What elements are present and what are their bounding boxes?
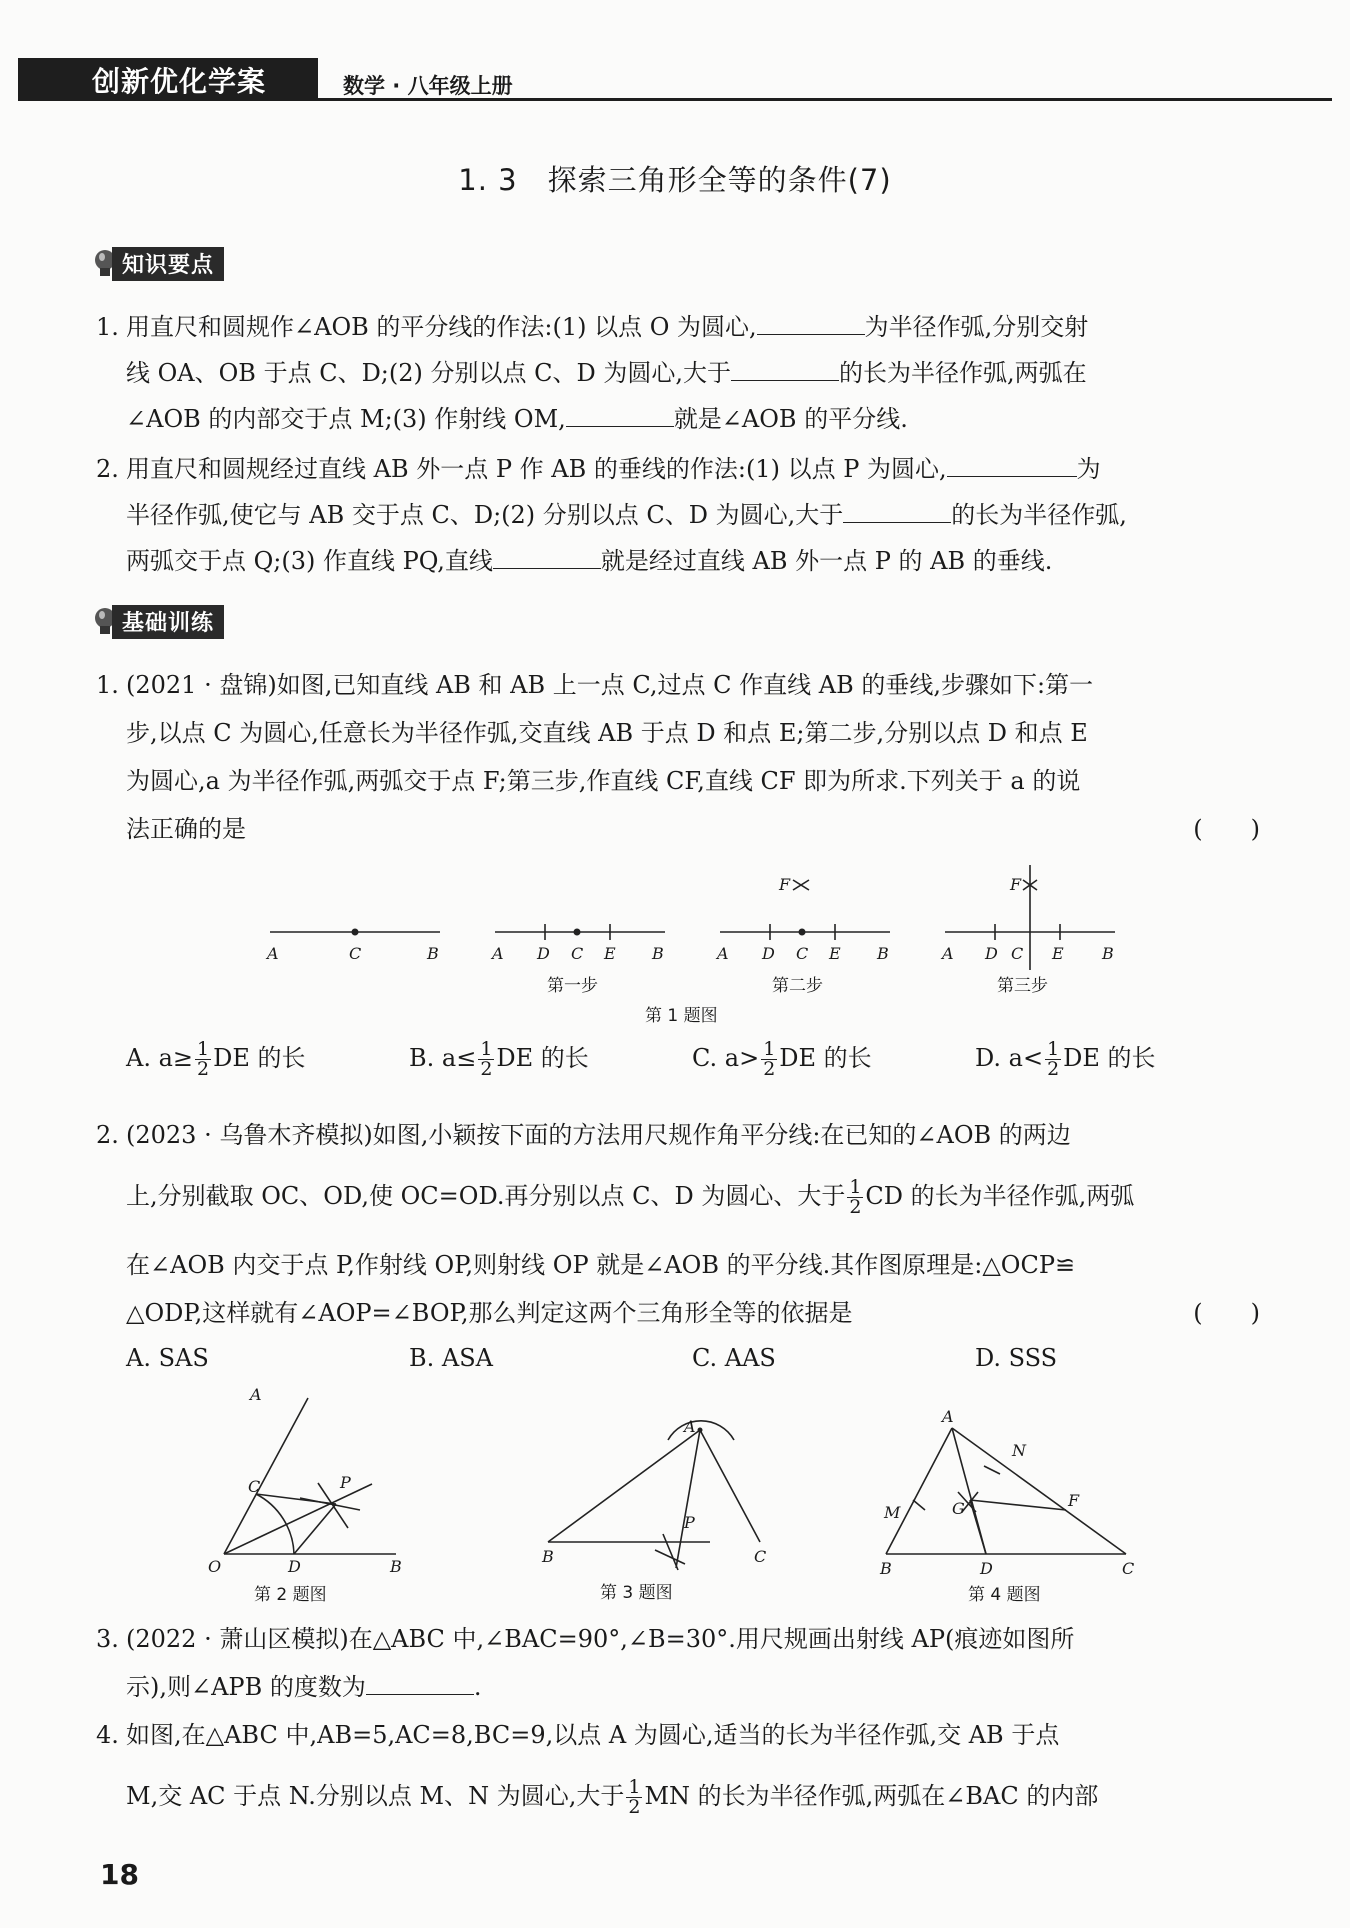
basic-q2-line3: 在∠AOB 内交于点 P,作射线 OP,则射线 OP 就是∠AOB 的平分线.其作图原理是:△OCP≌ — [126, 1251, 1076, 1279]
figure-1 — [255, 860, 1135, 1030]
subject-label: 数学 · 八年级上册 — [343, 74, 513, 98]
svg-text:F: F — [1068, 1491, 1080, 1510]
svg-text:A: A — [267, 944, 279, 963]
svg-text:P: P — [340, 1473, 351, 1492]
question-number: 1. — [96, 671, 119, 699]
svg-text:A: A — [684, 1417, 696, 1436]
question-number: 2. — [96, 455, 119, 483]
svg-text:C: C — [1122, 1559, 1135, 1578]
question-number: 2. — [96, 1121, 119, 1149]
svg-text:A: A — [717, 944, 729, 963]
answer-blank[interactable] — [947, 452, 1077, 477]
figure-caption: 第 2 题图 — [254, 1585, 327, 1605]
knowledge-q1-line3: ∠AOB 的内部交于点 M;(3) 作射线 OM, 就是∠AOB 的平分线. — [96, 402, 1260, 436]
answer-blank[interactable] — [843, 498, 951, 523]
basic-q3-line1: 3. (2022 · 萧山区模拟)在△ABC 中,∠BAC=90°,∠B=30°.用尺规画出射线 AP(痕迹如图所 — [96, 1622, 1260, 1656]
svg-text:M: M — [884, 1503, 901, 1522]
svg-text:A: A — [250, 1388, 262, 1404]
option-a[interactable]: A. a≥ $\frac{1}{2}$ DE 的长 — [126, 1038, 306, 1080]
svg-text:B: B — [877, 944, 889, 963]
section-label: 基础训练 — [112, 605, 224, 639]
page-number: 18 — [100, 1858, 139, 1891]
page-title: 1. 3 探索三角形全等的条件(7) — [458, 163, 892, 197]
answer-blank[interactable] — [757, 310, 865, 335]
section-label: 知识要点 — [112, 247, 224, 281]
svg-text:D: D — [537, 944, 550, 963]
option-d[interactable]: D. a< $\frac{1}{2}$ DE 的长 — [975, 1038, 1156, 1080]
knowledge-q1-line2: 线 OA、OB 于点 C、D;(2) 分别以点 C、D 为圆心,大于 的长为半径作弧,两弧在 — [96, 356, 1260, 390]
svg-text:D: D — [762, 944, 775, 963]
svg-text:F: F — [779, 875, 791, 894]
section-basic — [92, 606, 224, 638]
basic-q3-line2: 示),则∠APB 的度数为 . — [96, 1670, 1260, 1704]
question-number: 3. — [96, 1625, 119, 1653]
answer-blank[interactable] — [566, 402, 674, 427]
option-b[interactable]: B. ASA — [409, 1344, 493, 1372]
option-c[interactable]: C. AAS — [692, 1344, 776, 1372]
option-b[interactable]: B. a≤ $\frac{1}{2}$ DE 的长 — [409, 1038, 589, 1080]
svg-text:O: O — [208, 1557, 222, 1576]
option-a[interactable]: A. SAS — [126, 1344, 209, 1372]
option-d[interactable]: D. SSS — [975, 1344, 1058, 1372]
svg-text:E: E — [604, 944, 616, 963]
svg-text:A: A — [942, 944, 954, 963]
step-caption: 第二步 — [772, 976, 823, 996]
svg-text:A: A — [492, 944, 504, 963]
svg-text:A: A — [942, 1407, 954, 1426]
answer-parentheses[interactable]: ( ) — [1193, 815, 1260, 843]
q1-options — [126, 1038, 1266, 1088]
svg-text:D: D — [985, 944, 998, 963]
knowledge-q2-line1: 2. 用直尺和圆规经过直线 AB 外一点 P 作 AB 的垂线的作法:(1) 以点 P 为圆心, 为 — [96, 452, 1260, 486]
svg-text:B: B — [880, 1559, 892, 1578]
answer-parentheses[interactable]: ( ) — [1193, 1299, 1260, 1327]
basic-q2-line4: △ODP,这样就有∠AOP=∠BOP,那么判定这两个三角形全等的依据是 ( ) — [96, 1296, 1260, 1330]
basic-q1-line3: 为圆心,a 为半径作弧,两弧交于点 F;第三步,作直线 CF,直线 CF 即为所求.下列关于 a 的说 — [126, 767, 1081, 795]
svg-text:B: B — [427, 944, 439, 963]
svg-text:F: F — [1010, 875, 1022, 894]
svg-text:B: B — [652, 944, 664, 963]
figure-caption: 第 4 题图 — [968, 1585, 1041, 1605]
answer-blank[interactable] — [366, 1670, 474, 1695]
basic-q2-line1: 2. (2023 · 乌鲁木齐模拟)如图,小颖按下面的方法用尺规作角平分线:在已知的∠AOB 的两边 — [96, 1118, 1260, 1152]
step-caption: 第一步 — [547, 976, 598, 996]
svg-text:C: C — [754, 1547, 767, 1566]
svg-text:C: C — [571, 944, 584, 963]
svg-text:D: D — [288, 1557, 301, 1576]
svg-text:P: P — [684, 1513, 695, 1532]
figures-2-3-4 — [200, 1388, 1160, 1618]
option-c[interactable]: C. a> $\frac{1}{2}$ DE 的长 — [692, 1038, 872, 1080]
section-knowledge — [92, 248, 224, 280]
basic-q1-line4: 法正确的是 ( ) — [96, 812, 1260, 846]
figure-caption: 第 1 题图 — [645, 1006, 718, 1026]
basic-q4-line1: 4. 如图,在△ABC 中,AB=5,AC=8,BC=9,以点 A 为圆心,适当的长为半径作弧,交 AB 于点 — [96, 1718, 1260, 1752]
svg-text:B: B — [1102, 944, 1114, 963]
basic-q1-line1: 1. (2021 · 盘锦)如图,已知直线 AB 和 AB 上一点 C,过点 C 作直线 AB 的垂线,步骤如下:第一 — [96, 668, 1260, 702]
knowledge-q1-line1: 1. 用直尺和圆规作∠AOB 的平分线的作法:(1) 以点 O 为圆心, 为半径作弧,分别交射 — [96, 310, 1260, 344]
knowledge-q2-line3: 两弧交于点 Q;(3) 作直线 PQ,直线 就是经过直线 AB 外一点 P 的 AB 的垂线. — [96, 544, 1260, 578]
basic-q4-line2: M,交 AC 于点 N.分别以点 M、N 为圆心,大于 $\frac{1}{2}$ MN 的长为半径作弧,两弧在∠BAC 的内部 — [126, 1776, 1099, 1818]
svg-text:C: C — [349, 944, 362, 963]
knowledge-q2-line2: 半径作弧,使它与 AB 交于点 C、D;(2) 分别以点 C、D 为圆心,大于 的长为半径作弧, — [96, 498, 1260, 532]
question-number: 4. — [96, 1721, 119, 1749]
svg-text:G: G — [952, 1499, 965, 1518]
svg-text:B: B — [542, 1547, 554, 1566]
step-caption: 第三步 — [997, 976, 1048, 996]
answer-blank[interactable] — [731, 356, 839, 381]
svg-text:E: E — [829, 944, 841, 963]
q2-options — [126, 1344, 1266, 1380]
figure-caption: 第 3 题图 — [600, 1583, 673, 1603]
svg-text:D: D — [980, 1559, 993, 1578]
svg-text:B: B — [390, 1557, 402, 1576]
svg-text:C: C — [248, 1477, 261, 1496]
brand-logo: 创新优化学案 — [92, 65, 267, 98]
question-number: 1. — [96, 313, 119, 341]
basic-q1-line2: 步,以点 C 为圆心,任意长为半径作弧,交直线 AB 于点 D 和点 E;第二步,分别以点 D 和点 E — [126, 719, 1088, 747]
answer-blank[interactable] — [493, 544, 601, 569]
svg-text:E: E — [1052, 944, 1064, 963]
basic-q2-line2: 上,分别截取 OC、OD,使 OC=OD.再分别以点 C、D 为圆心、大于 $\frac{1}{2}$ CD 的长为半径作弧,两弧 — [126, 1176, 1135, 1218]
svg-text:C: C — [796, 944, 809, 963]
svg-text:N: N — [1012, 1441, 1026, 1460]
svg-text:C: C — [1011, 944, 1024, 963]
